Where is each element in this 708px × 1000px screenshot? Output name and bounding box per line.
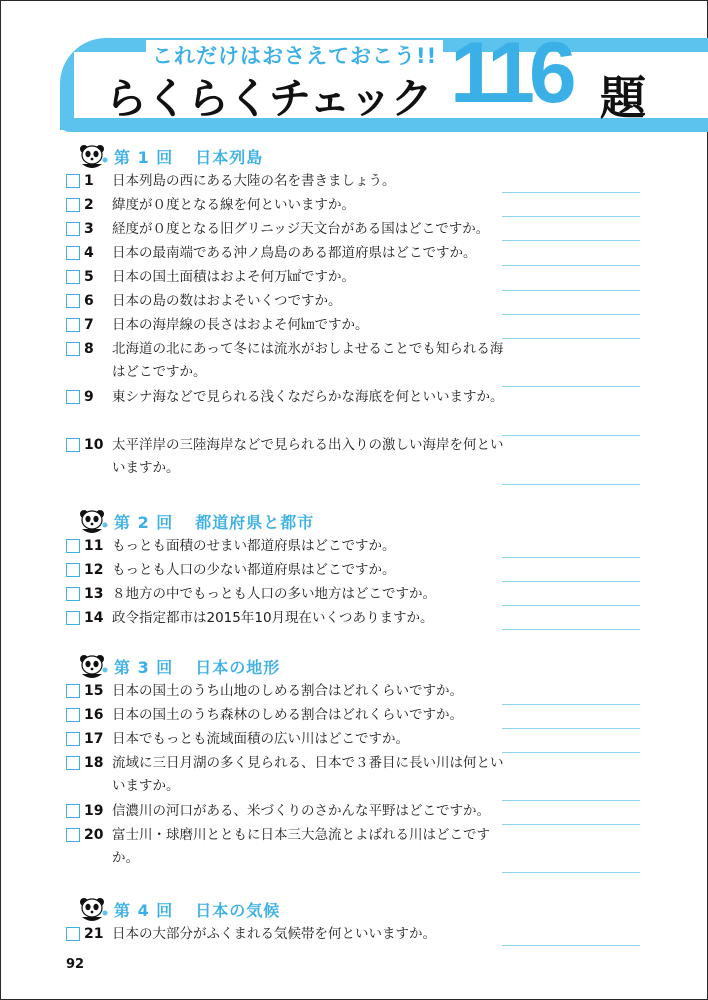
section-title: 第 2 回 都道府県と都市	[114, 512, 315, 532]
question-checkbox[interactable]	[66, 611, 80, 625]
answer-line[interactable]	[502, 216, 640, 217]
question-text: 日本でもっとも流域面積の広い川はどこですか。	[112, 731, 409, 747]
answer-line[interactable]	[502, 435, 640, 436]
question-number: 16	[84, 707, 104, 723]
question-checkbox[interactable]	[66, 539, 80, 553]
question-text: 東シナ海などで見られる浅くなだらかな海底を何といいますか。	[112, 389, 504, 405]
question-checkbox[interactable]	[66, 174, 80, 188]
answer-line[interactable]	[502, 338, 640, 339]
answer-line[interactable]	[502, 800, 640, 801]
section-title: 第 1 回 日本列島	[114, 147, 264, 167]
question-number: 9	[84, 389, 94, 405]
answer-line[interactable]	[502, 752, 640, 753]
panda-icon	[78, 507, 108, 535]
question-number: 7	[84, 317, 94, 333]
question-checkbox[interactable]	[66, 708, 80, 722]
question-checkbox[interactable]	[66, 732, 80, 746]
question-number: 3	[84, 221, 94, 237]
question-number: 8	[84, 341, 94, 357]
question-number: 11	[84, 538, 104, 554]
answer-line[interactable]	[502, 704, 640, 705]
question-number: 13	[84, 586, 104, 602]
question-checkbox[interactable]	[66, 198, 80, 212]
title-number: 116	[450, 25, 571, 121]
question-text: 信濃川の河口がある、米づくりのさかんな平野はどこですか。	[112, 803, 490, 819]
question-text: 日本の大部分がふくまれる気候帯を何といいますか。	[112, 926, 436, 942]
page-title: らくらくチェック	[105, 74, 432, 123]
question-text: 日本の海岸線の長さはおよそ何㎞ですか。	[112, 317, 369, 333]
answer-line[interactable]	[502, 484, 640, 485]
answer-line[interactable]	[502, 629, 640, 630]
question-checkbox[interactable]	[66, 270, 80, 284]
answer-line[interactable]	[502, 240, 640, 241]
question-text: 日本の国土面積はおよそ何万㎢ですか。	[112, 269, 355, 285]
question-checkbox[interactable]	[66, 246, 80, 260]
question-number: 1	[84, 173, 94, 189]
question-checkbox[interactable]	[66, 756, 80, 770]
panda-icon	[78, 142, 108, 170]
question-checkbox[interactable]	[66, 222, 80, 236]
section-2-heading	[78, 506, 314, 536]
question-text: もっとも人口の少ない都道府県はどこですか。	[112, 562, 396, 578]
question-number: 20	[84, 827, 104, 843]
question-text: 北海道の北にあって冬には流氷がおしよせることでも知られる海はどこですか。	[112, 341, 504, 380]
answer-line[interactable]	[502, 945, 640, 946]
question-number: 18	[84, 755, 104, 771]
question-text: 日本の国土のうち森林のしめる割合はどれくらいですか。	[112, 707, 463, 723]
answer-line[interactable]	[502, 265, 640, 266]
question-number: 21	[84, 926, 104, 942]
panda-icon	[78, 895, 108, 923]
question-number: 6	[84, 293, 94, 309]
question-text: ８地方の中でもっとも人口の多い地方はどこですか。	[112, 586, 436, 602]
title-suffix: 題	[600, 71, 646, 125]
question-number: 5	[84, 269, 94, 285]
answer-line[interactable]	[502, 605, 640, 606]
page-number: 92	[66, 957, 85, 972]
question-checkbox[interactable]	[66, 927, 80, 941]
answer-line[interactable]	[502, 192, 640, 193]
answer-line[interactable]	[502, 728, 640, 729]
question-text: 太平洋岸の三陸海岸などで見られる出入りの激しい海岸を何といいますか。	[112, 437, 504, 476]
question-text: 日本列島の西にある大陸の名を書きましょう。	[112, 173, 396, 189]
panda-icon	[78, 652, 108, 680]
question-checkbox[interactable]	[66, 318, 80, 332]
answer-line[interactable]	[502, 386, 640, 387]
question-checkbox[interactable]	[66, 294, 80, 308]
question-number: 17	[84, 731, 104, 747]
question-number: 15	[84, 683, 104, 699]
question-text: 経度が０度となる旧グリニッジ天文台がある国はどこですか。	[112, 221, 490, 237]
question-checkbox[interactable]	[66, 684, 80, 698]
section-4-heading	[78, 894, 280, 924]
question-text: 流域に三日月湖の多く見られる、日本で３番目に長い川は何といいますか。	[112, 755, 504, 794]
header-subtitle: これだけはおさえておこう!!	[146, 40, 443, 70]
question-text: 日本の国土のうち山地のしめる割合はどれくらいですか。	[112, 683, 463, 699]
question-number: 19	[84, 803, 104, 819]
question-checkbox[interactable]	[66, 828, 80, 842]
answer-line[interactable]	[502, 872, 640, 873]
question-number: 2	[84, 197, 94, 213]
answer-line[interactable]	[502, 557, 640, 558]
question-text: 政令指定都市は2015年10月現在いくつありますか。	[112, 610, 434, 626]
question-checkbox[interactable]	[66, 438, 80, 452]
question-checkbox[interactable]	[66, 390, 80, 404]
answer-line[interactable]	[502, 581, 640, 582]
question-text: 富士川・球磨川とともに日本三大急流とよばれる川はどこですか。	[112, 827, 490, 866]
section-1-heading	[78, 141, 263, 171]
section-title: 第 3 回 日本の地形	[114, 657, 281, 677]
question-text: 日本の島の数はおよそいくつですか。	[112, 293, 342, 309]
question-checkbox[interactable]	[66, 563, 80, 577]
question-checkbox[interactable]	[66, 587, 80, 601]
question-number: 14	[84, 610, 104, 626]
question-checkbox[interactable]	[66, 342, 80, 356]
question-text: 日本の最南端である沖ノ鳥島のある都道府県はどこですか。	[112, 245, 477, 261]
header	[0, 0, 708, 140]
answer-line[interactable]	[502, 824, 640, 825]
question-text: 緯度が０度となる線を何といいますか。	[112, 197, 355, 213]
section-3-heading	[78, 651, 280, 681]
answer-line[interactable]	[502, 290, 640, 291]
question-number: 4	[84, 245, 94, 261]
section-title: 第 4 回 日本の気候	[114, 900, 281, 920]
answer-line[interactable]	[502, 314, 640, 315]
question-text: もっとも面積のせまい都道府県はどこですか。	[112, 538, 396, 554]
question-number: 12	[84, 562, 104, 578]
question-checkbox[interactable]	[66, 804, 80, 818]
question-number: 10	[84, 437, 104, 453]
